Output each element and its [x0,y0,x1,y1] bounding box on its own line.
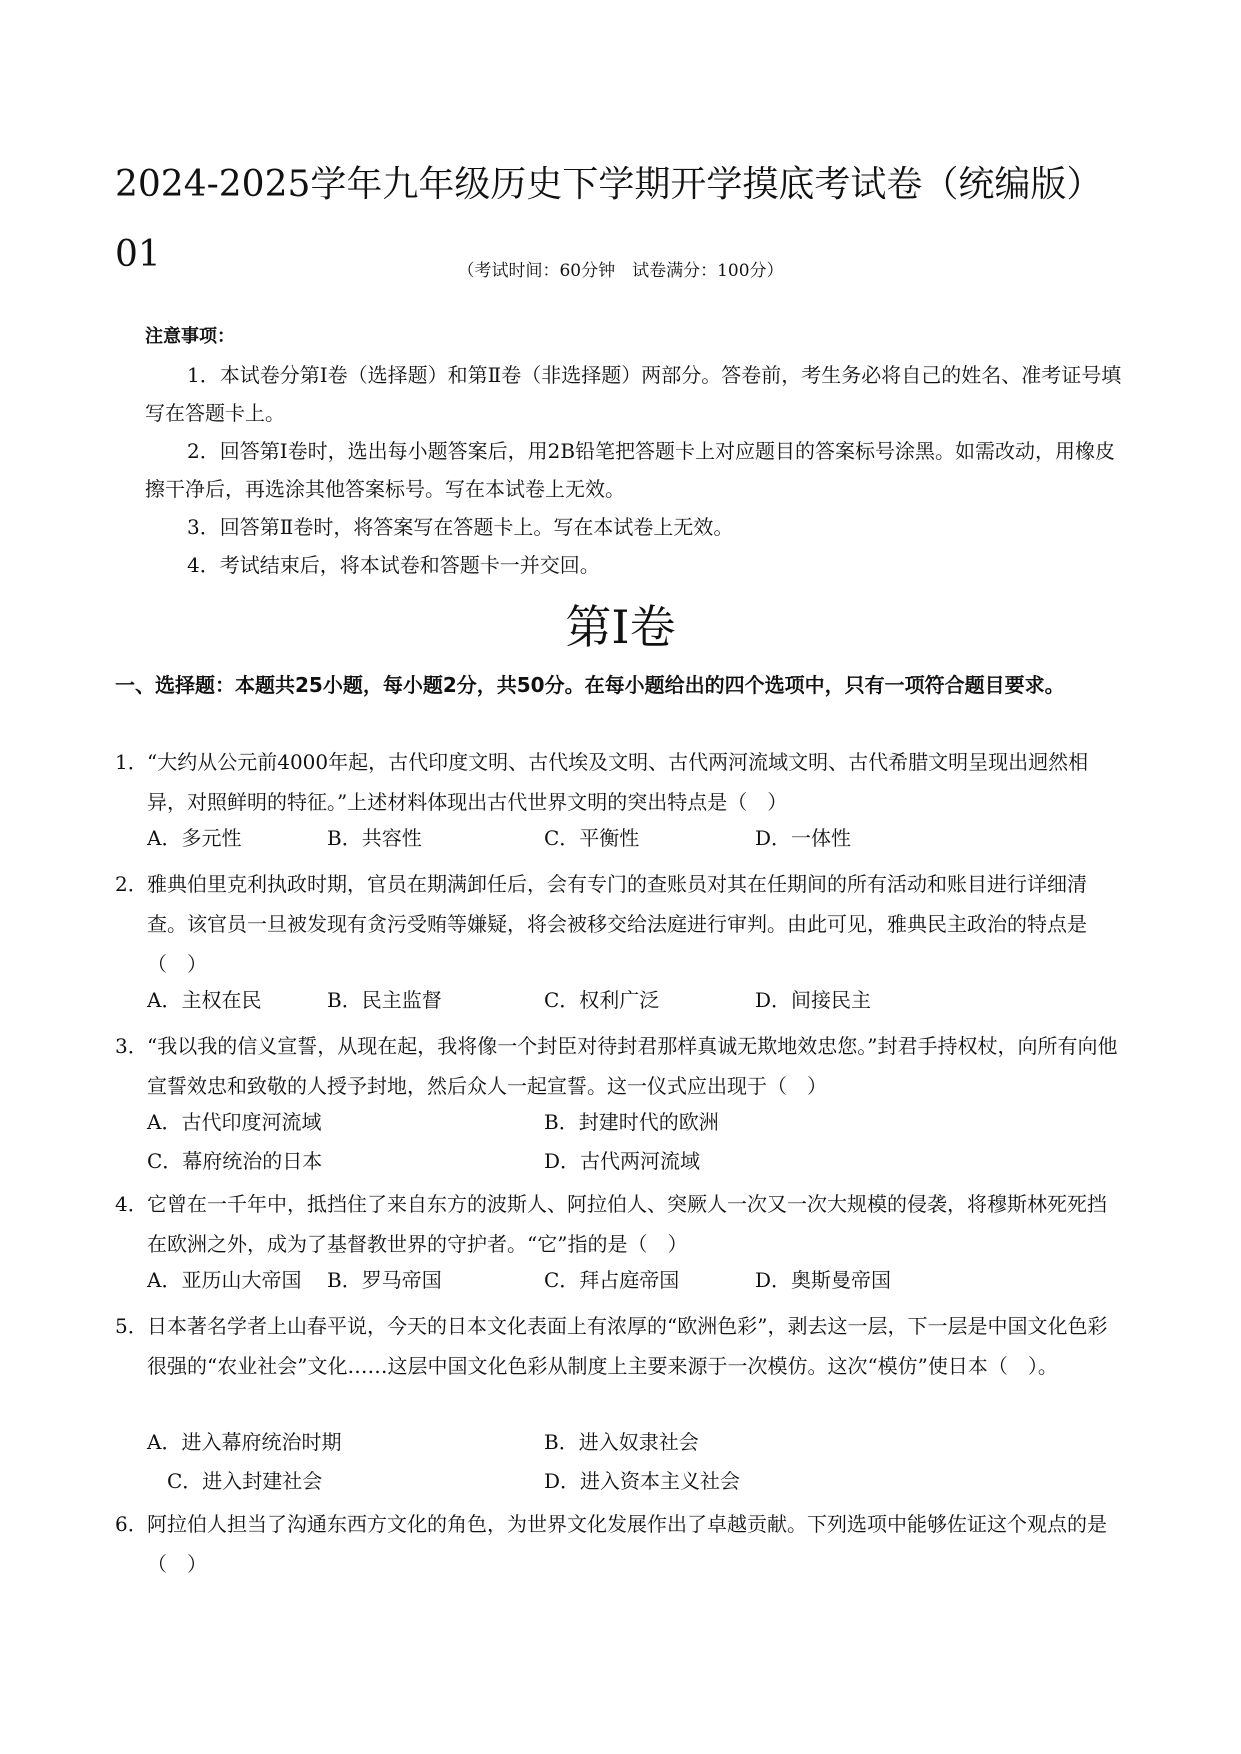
option-a: A．主权在民 [147,988,262,1012]
options-row [147,1104,1147,1140]
options-row [147,1143,1147,1179]
options-row [147,1424,1147,1460]
question-5 [115,1306,1125,1386]
exam-info: （考试时间：60分钟 试卷满分：100分） [457,261,784,281]
section-description: 一、选择题：本题共25小题，每小题2分，共50分。在每小题给出的四个选项中，只有一项符合题目要求。 [115,673,1065,697]
question-3 [115,1026,1125,1106]
option-b: B．民主监督 [327,988,442,1012]
question-stem: 阿拉伯人担当了沟通东西方文化的角色，为世界文化发展作出了卓越贡献。下列选项中能够佐证这个观点的是（ ） [147,1512,1107,1576]
option-d: D．间接民主 [755,988,872,1012]
option-a: A．多元性 [147,826,242,850]
question-6 [115,1504,1125,1584]
question-number: 6． [115,1512,148,1536]
question-stem: 它曾在一千年中，抵挡住了来自东方的波斯人、阿拉伯人、突厥人一次又一次大规模的侵袭，将穆斯林死死挡在欧洲之外，成为了基督教世界的守护者。“它”指的是（ ） [147,1192,1107,1256]
option-c: C．权利广泛 [544,988,660,1012]
notes-heading: 注意事项： [145,326,235,347]
options-row [147,1463,1147,1499]
option-b: B．罗马帝国 [327,1268,442,1292]
note-item: 1．本试卷分第Ⅰ卷（选择题）和第Ⅱ卷（非选择题）两部分。答卷前，考生务必将自己的姓名、准考证号填写在答题卡上。 [145,363,1122,425]
options-row [147,982,1147,1018]
option-a: A．古代印度河流域 [147,1110,322,1134]
option-d: D．进入资本主义社会 [544,1469,741,1493]
question-number: 3． [115,1034,148,1058]
question-number: 1． [115,750,148,774]
question-number: 4． [115,1192,148,1216]
option-c: C．拜占庭帝国 [544,1268,680,1292]
option-c: C．平衡性 [544,826,640,850]
note-item: 3．回答第Ⅱ卷时，将答案写在答题卡上。写在本试卷上无效。 [187,515,734,539]
question-1 [115,742,1125,822]
option-a: A．亚历山大帝国 [147,1268,302,1292]
note-item: 2．回答第Ⅰ卷时，选出每小题答案后，用2B铅笔把答题卡上对应题目的答案标号涂黑。如需改动，用橡皮擦干净后，再选涂其他答案标号。写在本试卷上无效。 [145,439,1116,501]
option-b: B．进入奴隶社会 [544,1430,699,1454]
option-b: B．共容性 [327,826,422,850]
options-row [147,820,1147,856]
question-number: 5． [115,1314,148,1338]
option-c: C．进入封建社会 [167,1469,323,1493]
question-stem: 日本著名学者上山春平说，今天的日本文化表面上有浓厚的“欧洲色彩”，剥去这一层，下一层是中国文化色彩很强的“农业社会”文化……这层中国文化色彩从制度上主要来源于一次模仿。这次“模仿”使日本（ ）。 [147,1314,1108,1378]
question-stem: “我以我的信义宣誓，从现在起，我将像一个封臣对待封君那样真诚无欺地效忠您。”封君手持权杖，向所有向他宣誓效忠和致敬的人授予封地，然后众人一起宣誓。这一仪式应出现于（ ） [147,1034,1118,1098]
option-d: D．古代两河流域 [544,1149,701,1173]
page-title: 2024-2025学年九年级历史下学期开学摸底考试卷（统编版）01 [115,164,1103,275]
question-number: 2． [115,872,148,896]
options-row [147,1262,1147,1298]
note-item: 4．考试结束后，将本试卷和答题卡一并交回。 [187,553,600,577]
option-d: D．一体性 [755,826,852,850]
section-title: 第Ⅰ卷 [565,600,676,654]
option-a: A．进入幕府统治时期 [147,1430,342,1454]
question-stem: 雅典伯里克利执政时期，官员在期满卸任后，会有专门的查账员对其在任期间的所有活动和账目进行详细清查。该官员一旦被发现有贪污受贿等嫌疑，将会被移交给法庭进行审判。由此可见，雅典民主政治的特点是（ ） [147,872,1087,976]
option-b: B．封建时代的欧洲 [544,1110,719,1134]
option-d: D．奥斯曼帝国 [755,1268,892,1292]
option-c: C．幕府统治的日本 [147,1149,323,1173]
question-2 [115,864,1125,984]
question-4 [115,1184,1125,1264]
question-stem: “大约从公元前4000年起，古代印度文明、古代埃及文明、古代两河流域文明、古代希腊文明呈现出迥然相异，对照鲜明的特征。”上述材料体现出古代世界文明的突出特点是（ ） [147,750,1089,814]
